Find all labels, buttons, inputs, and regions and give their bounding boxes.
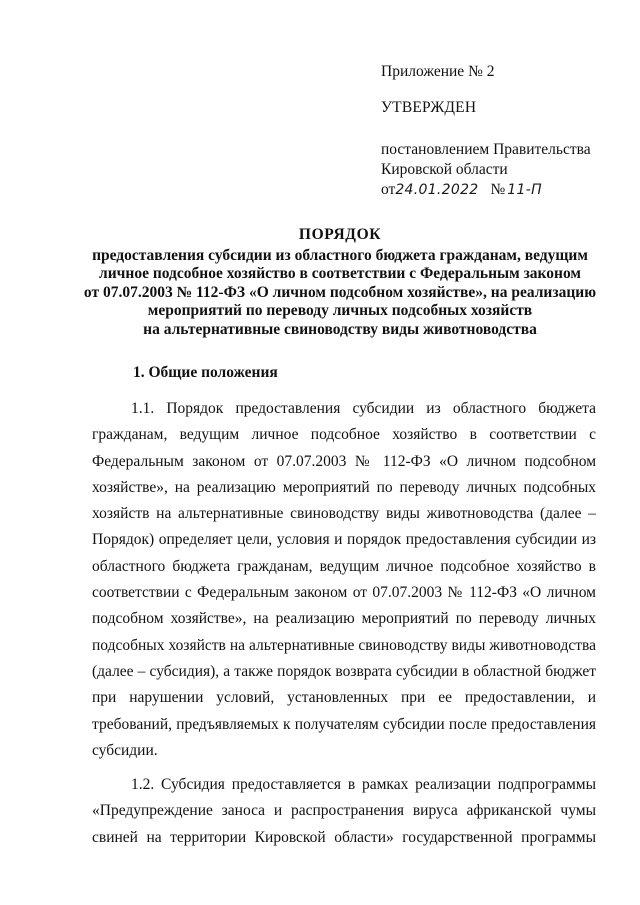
text-line: свиней на территории Кировской области» государственной программы	[92, 828, 596, 846]
approved-label: УТВЕРЖДЕН	[381, 99, 477, 116]
title-line: мероприятий по переводу личных подсобных хозяйств	[147, 302, 533, 319]
number-prefix: №	[490, 181, 506, 198]
handwritten-number: 11-П	[507, 182, 542, 198]
paragraph-1-1	[92, 396, 596, 764]
text-line: Федеральным законом от 07.07.2003 № 112-ФЗ «О личном подсобном	[92, 452, 596, 470]
title-subtitle	[60, 247, 620, 340]
decree-date-line	[381, 180, 621, 200]
handwritten-date: 24.01.2022	[395, 182, 479, 198]
text-line: (далее – субсидия), а также порядок возврата субсидии в областной бюджет	[92, 662, 596, 680]
decree-line-2: Кировской области	[381, 161, 508, 178]
title-line: предоставления субсидии из областного бюджета гражданам, ведущим	[92, 246, 588, 264]
text-line: субсидии.	[92, 741, 158, 759]
text-line: 1.1. Порядок предоставления субсидии из областного бюджета	[131, 400, 596, 417]
approval-block	[381, 62, 621, 200]
title-line: от 07.07.2003 № 112-ФЗ «О личном подсобном хозяйстве», на реализацию	[83, 283, 597, 301]
text-line: Порядок) определяет цели, условия и порядок предоставления субсидии из	[92, 531, 596, 549]
title-line: личное подсобное хозяйство в соответствии с Федеральным законом	[99, 265, 581, 282]
decree-line-1: постановлением Правительства	[381, 141, 591, 158]
decree-reference	[381, 140, 621, 200]
text-line: подсобных хозяйств на альтернативные свиноводству виды животноводства	[92, 636, 596, 654]
text-line: требований, предъявляемых к получателям субсидии после предоставления	[92, 715, 596, 733]
text-line: подсобном хозяйстве», на реализацию мероприятий по переводу личных	[92, 610, 596, 628]
annex-label: Приложение № 2	[381, 63, 495, 80]
document-title	[60, 226, 620, 339]
text-line: «Предупреждение заноса и распространения вируса африканской чумы	[92, 802, 596, 820]
text-line: при нарушении условий, установленных при ее предоставлении, и	[92, 689, 596, 707]
date-prefix: от	[381, 181, 396, 198]
text-line: гражданам, ведущим личное подсобное хозяйство в соответствии с	[92, 426, 596, 444]
text-line: соответствии с Федеральным законом от 07.07.2003 № 112-ФЗ «О личном	[92, 584, 596, 602]
text-line: хозяйств на альтернативные свиноводству виды животноводства (далее –	[92, 505, 596, 523]
section-heading: 1. Общие положения	[133, 364, 278, 381]
text-line: 1.2. Субсидия предоставляется в рамках реализации подпрограммы	[131, 776, 596, 794]
text-line: хозяйстве», на реализацию мероприятий по переводу личных подсобных	[92, 478, 596, 496]
body-text	[92, 396, 596, 859]
paragraph-1-2	[92, 772, 596, 851]
title-main: ПОРЯДОК	[298, 226, 382, 243]
title-line: на альтернативные свиноводству виды животноводства	[143, 320, 537, 338]
text-line: областного бюджета гражданам, ведущим личное подсобное хозяйство в	[92, 557, 596, 575]
